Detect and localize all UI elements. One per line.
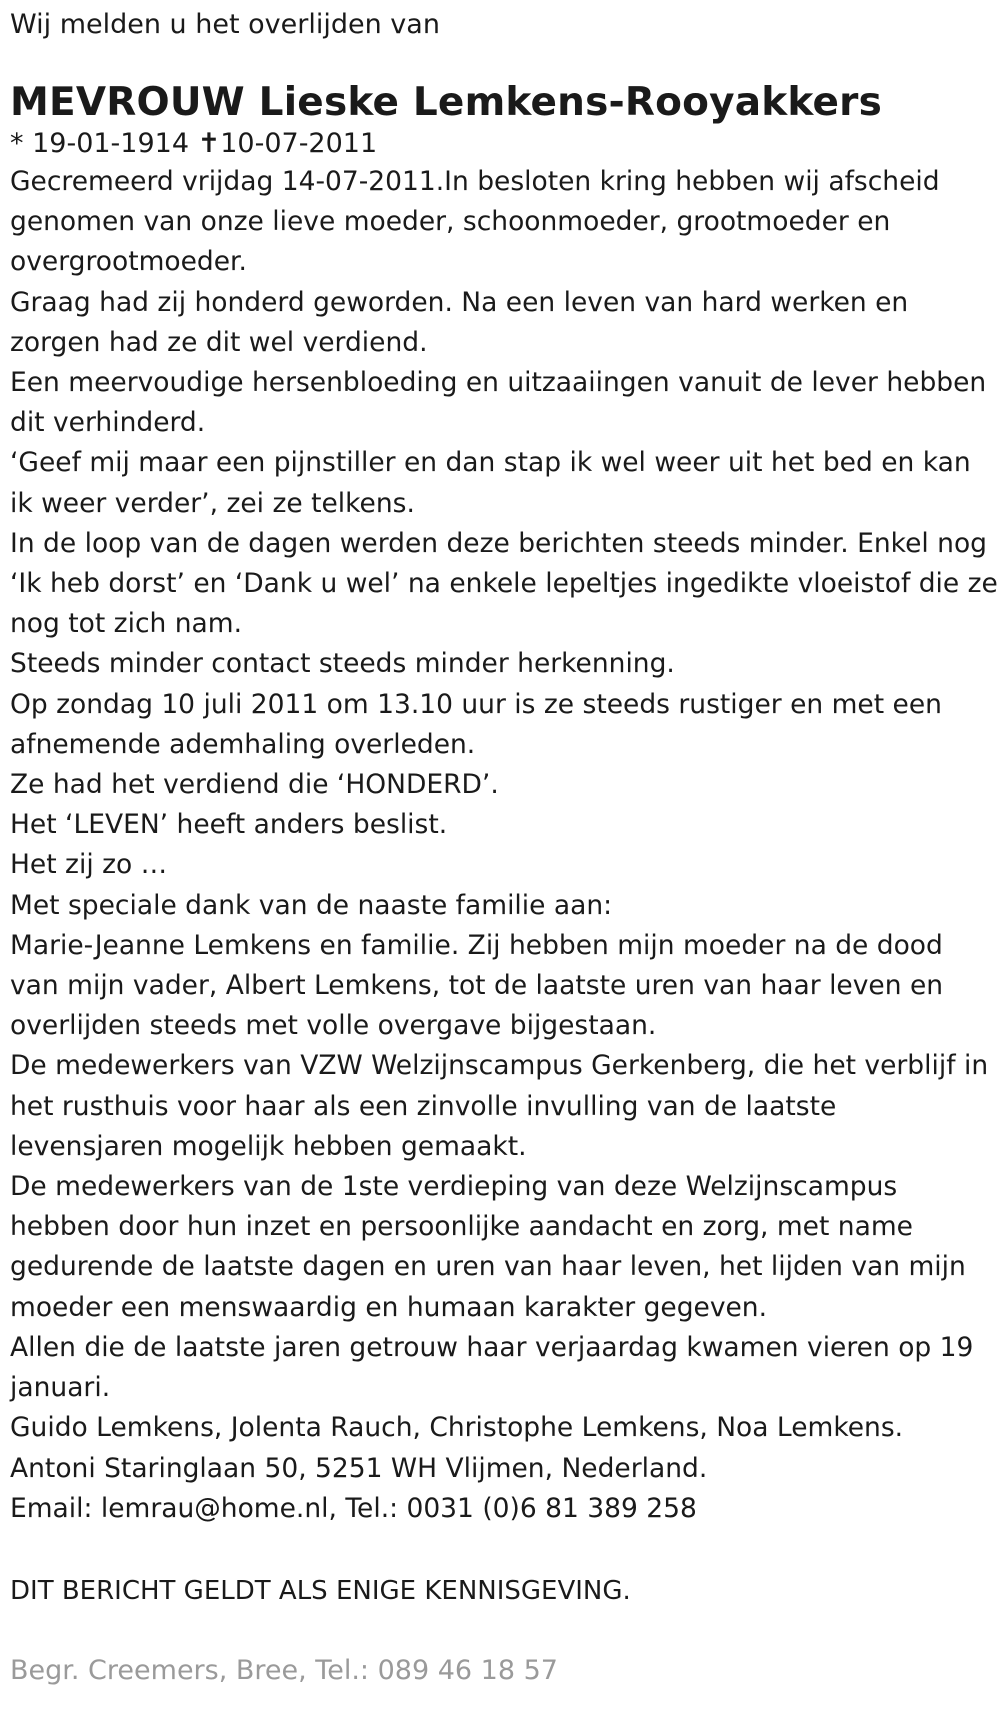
obituary-body	[10, 162, 998, 1529]
body-line: De medewerkers van de 1ste verdieping van deze Welzijnscampus	[10, 1171, 898, 1203]
body-line: ‘Ik heb dorst’ en ‘Dank u wel’ na enkele lepeltjes ingedikte vloeistof die ze	[10, 568, 998, 600]
body-line: hebben door hun inzet en persoonlijke aandacht en zorg, met name	[10, 1211, 913, 1243]
body-line: gedurende de laatste dagen en uren van haar leven, het lijden van mijn	[10, 1251, 966, 1283]
body-line: ‘Geef mij maar een pijnstiller en dan stap ik wel weer uit het bed en kan	[10, 447, 971, 479]
body-line: genomen van onze lieve moeder, schoonmoeder, grootmoeder en	[10, 206, 891, 238]
body-line: Steeds minder contact steeds minder herkenning.	[10, 648, 675, 680]
body-line: van mijn vader, Albert Lemkens, tot de laatste uren van haar leven en	[10, 970, 944, 1002]
body-line: ik weer verder’, zei ze telkens.	[10, 487, 415, 519]
body-line: levensjaren mogelijk hebben gemaakt.	[10, 1130, 527, 1162]
body-line: Gecremeerd vrijdag 14-07-2011.In besloten kring hebben wij afscheid	[10, 166, 940, 197]
death-date: 10-07-2011	[220, 128, 378, 159]
body-line: het rusthuis voor haar als een zinvolle invulling van de laatste	[10, 1090, 837, 1122]
life-dates	[10, 126, 990, 162]
notice-statement: DIT BERICHT GELDT ALS ENIGE KENNISGEVING.	[10, 1575, 631, 1606]
body-line: januari.	[10, 1372, 111, 1404]
body-line: Allen die de laatste jaren getrouw haar verjaardag kwamen vieren op 19	[10, 1331, 974, 1363]
deceased-name: MEVROUW Lieske Lemkens-Rooyakkers	[10, 80, 883, 125]
body-line: Guido Lemkens, Jolenta Rauch, Christophe Lemkens, Noa Lemkens.	[10, 1412, 904, 1444]
body-line: Marie-Jeanne Lemkens en familie. Zij hebben mijn moeder na de dood	[10, 929, 943, 961]
body-line: Het ‘LEVEN’ heeft anders beslist.	[10, 809, 448, 841]
body-line: moeder een menswaardig en humaan karakter gegeven.	[10, 1291, 768, 1323]
death-cross-icon: ✝	[197, 128, 221, 159]
body-line: Ze had het verdiend die ‘HONDERD’.	[10, 769, 499, 801]
body-line: Het zij zo …	[10, 849, 168, 881]
body-line: Op zondag 10 juli 2011 om 13.10 uur is ze steeds rustiger en met een	[10, 688, 942, 720]
birth-symbol: *	[10, 128, 24, 159]
birth-date: 19-01-1914	[32, 128, 190, 159]
body-line: Graag had zij honderd geworden. Na een leven van hard werken en	[10, 286, 909, 318]
body-line: Een meervoudige hersenbloeding en uitzaaiingen vanuit de lever hebben	[10, 367, 987, 399]
body-line: nog tot zich nam.	[10, 608, 243, 640]
body-line: In de loop van de dagen werden deze berichten steeds minder. Enkel nog	[10, 527, 988, 559]
body-line: overlijden steeds met volle overgave bijgestaan.	[10, 1010, 657, 1042]
body-line: Antoni Staringlaan 50, 5251 WH Vlijmen, Nederland.	[10, 1452, 708, 1484]
body-line: zorgen had ze dit wel verdiend.	[10, 326, 428, 358]
body-line: afnemende ademhaling overleden.	[10, 728, 476, 760]
funeral-director-contact: Begr. Creemers, Bree, Tel.: 089 46 18 57	[10, 1654, 558, 1686]
body-line: Met speciale dank van de naaste familie aan:	[10, 889, 613, 921]
intro-text: Wij melden u het overlijden van	[10, 9, 440, 40]
body-line: dit verhinderd.	[10, 407, 206, 439]
body-line: Email: lemrau@home.nl, Tel.: 0031 (0)6 81 389 258	[10, 1492, 697, 1524]
body-line: De medewerkers van VZW Welzijnscampus Gerkenberg, die het verblijf in	[10, 1050, 989, 1082]
body-line: overgrootmoeder.	[10, 246, 247, 278]
